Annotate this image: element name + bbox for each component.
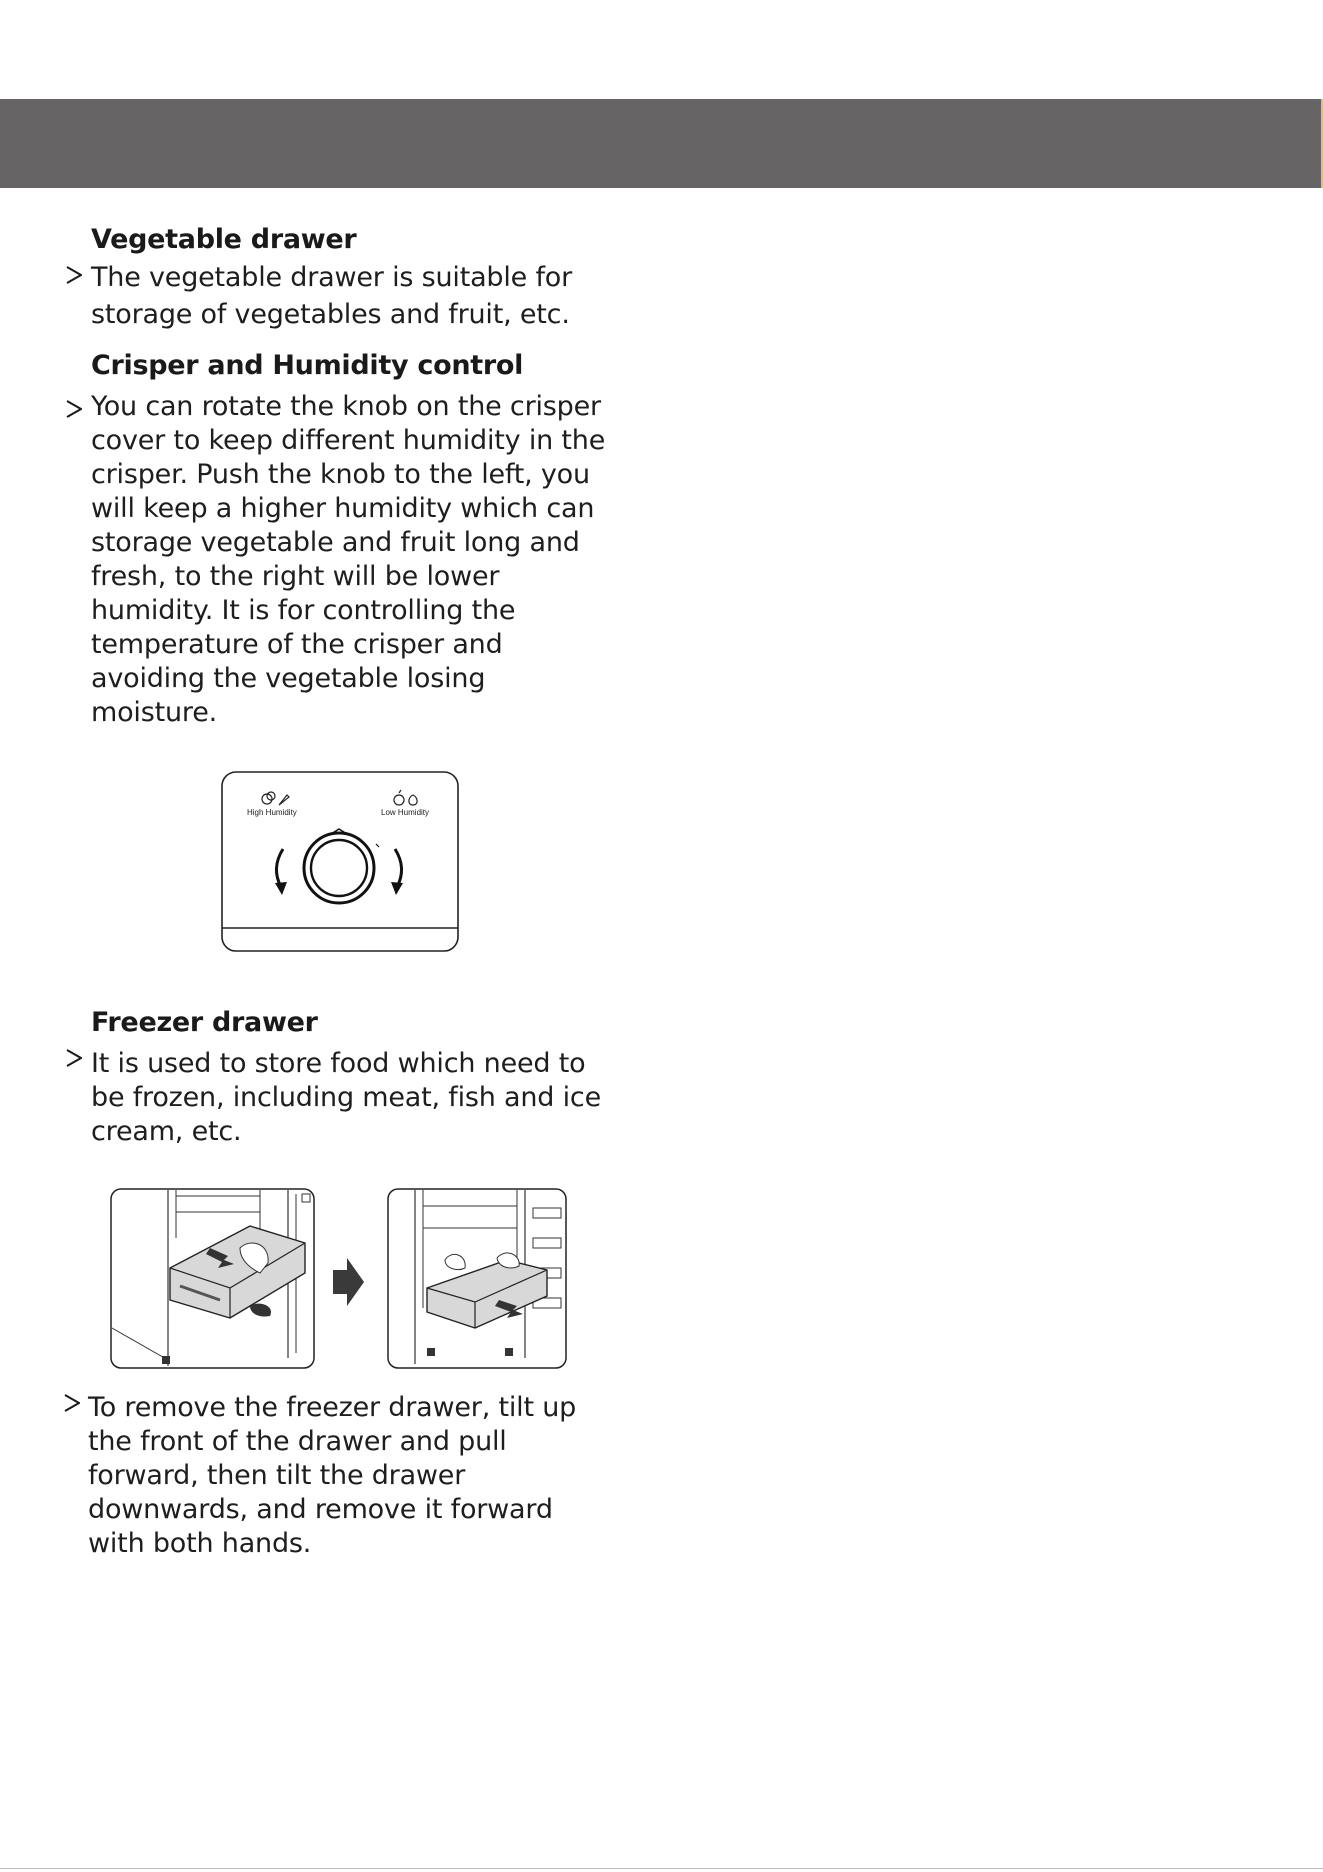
crisper-humidity-heading: Crisper and Humidity control (91, 350, 524, 381)
text-line: You can rotate the knob on the crisper (91, 391, 601, 422)
low-humidity-label: Low Humidity (381, 808, 430, 817)
text-line: forward, then tilt the drawer (88, 1460, 466, 1491)
freezer-removal-text (88, 1391, 648, 1561)
text-line: It is used to store food which need to (91, 1048, 586, 1079)
freezer-drawer-text (91, 1047, 651, 1149)
bullet-arrow-icon (66, 1049, 82, 1067)
text-line: with both hands. (88, 1528, 312, 1559)
vegetable-drawer-heading: Vegetable drawer (91, 224, 357, 255)
bottom-rule (0, 1868, 1323, 1869)
text-line: cover to keep different humidity in the (91, 425, 606, 456)
text-line: cream, etc. (91, 1116, 242, 1147)
bullet-arrow-icon (64, 1394, 80, 1412)
drawer-tilt-up-illustration (110, 1188, 316, 1370)
bullet-arrow-icon (66, 400, 82, 418)
text-line: avoiding the vegetable losing (91, 663, 486, 694)
header-band (0, 99, 1323, 188)
drawer-pull-forward-illustration (387, 1188, 568, 1370)
vegetable-drawer-text (91, 261, 651, 332)
text-line: The vegetable drawer is suitable for (91, 262, 572, 293)
high-humidity-label: High Humidity (247, 808, 297, 817)
bullet-arrow-icon (66, 266, 82, 284)
crisper-humidity-text (91, 390, 651, 730)
text-line: downwards, and remove it forward (88, 1494, 553, 1525)
text-line: humidity. It is for controlling the (91, 595, 516, 626)
freezer-drawer-heading: Freezer drawer (91, 1007, 318, 1038)
humidity-knob-figure (221, 771, 459, 952)
text-line: will keep a higher humidity which can (91, 493, 595, 524)
text-line: storage of vegetables and fruit, etc. (91, 299, 570, 330)
text-line: fresh, to the right will be lower (91, 561, 500, 592)
text-line: moisture. (91, 697, 217, 728)
text-line: To remove the freezer drawer, tilt up (88, 1392, 577, 1423)
text-line: temperature of the crisper and (91, 629, 503, 660)
text-line: storage vegetable and fruit long and (91, 527, 580, 558)
next-step-arrow-icon (331, 1257, 365, 1307)
text-line: crisper. Push the knob to the left, you (91, 459, 590, 490)
text-line: be frozen, including meat, fish and ice (91, 1082, 601, 1113)
text-line: the front of the drawer and pull (88, 1426, 507, 1457)
